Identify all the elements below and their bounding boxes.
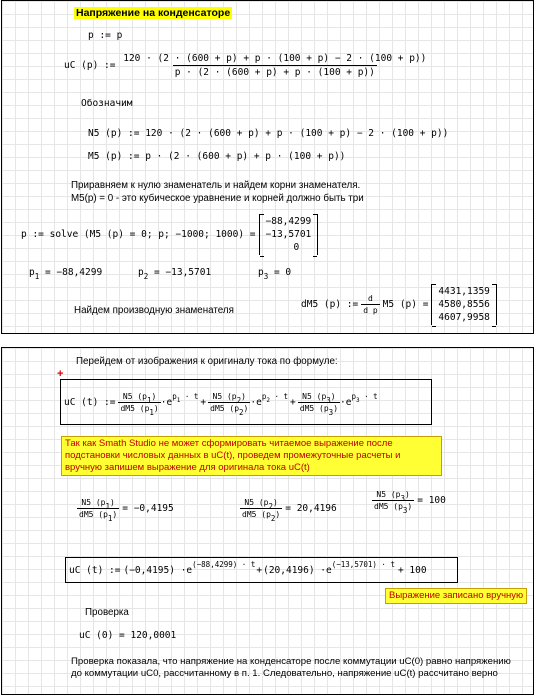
p-definition[interactable]: p := p <box>88 30 123 41</box>
plus-marker: + <box>57 368 64 380</box>
uc-t-lhs: uC (t) := <box>64 396 116 408</box>
check-title[interactable]: Проверка <box>85 607 129 618</box>
k1-expression[interactable]: $\frac{N5 (p1)}{dM5 (p1)}$ = −0,4195 <box>79 498 174 523</box>
dm5-definition[interactable] <box>301 284 497 325</box>
solve-value-3: 0 <box>293 242 300 253</box>
final-exponent-1: (−88,4299) · t <box>192 559 256 569</box>
p3-value[interactable]: $p_3 = 0$ <box>258 267 292 281</box>
conclusion-text[interactable]: Проверка показала, что напряжение на конденсаторе после коммутации uC(0) равно напряжению до коммутации uC0, рассчитанному в п. 1. Следовательно, напряжение uC(t) рассчитано верно <box>71 656 511 679</box>
n5-definition[interactable]: N5 (p) := 120 · (2 · (600 + p) + p · (100 + p) − 2 · (100 + p)) <box>88 128 449 139</box>
note-written-manually[interactable]: Выражение записано вручную <box>385 588 527 604</box>
uc-p-definition[interactable] <box>64 53 428 78</box>
uc-p-denominator: p · (2 · (600 + p) + p · (100 + p)) <box>174 67 375 78</box>
uc-p-lhs: uC (p) := <box>64 60 116 71</box>
dm5-value-1: 4431,1359 <box>438 286 490 297</box>
final-exponent-2: (−13,5701) · t <box>331 559 395 569</box>
solve-lhs: p := solve (M5 (p) = 0; p; −1000; 1000) = <box>21 229 256 240</box>
m5-definition[interactable]: M5 (p) := p · (2 · (600 + p) + p · (100 + p)) <box>88 151 346 162</box>
k2-value: 20,4196 <box>296 503 337 514</box>
term1-exp: $\cdot e^{p_1 \cdot t}$ <box>160 391 199 408</box>
p2-value[interactable]: $p_2 = -13,5701$ <box>138 267 212 281</box>
p1-value[interactable]: $p_1 = -88,4299$ <box>29 267 103 281</box>
section-title: Напряжение на конденсаторе <box>76 7 231 19</box>
dm5-rhs: M5 (p) = <box>382 299 429 310</box>
term3-exp: $\cdot e^{p_3 \cdot t}$ <box>340 391 378 408</box>
solve-expression[interactable] <box>21 214 318 255</box>
worksheet-panel-bottom[interactable] <box>1 347 534 695</box>
k2-expression[interactable]: $\frac{N5 (p2)}{dM5 (p2)}$ = 20,4196 <box>242 498 337 523</box>
note-smath-readable[interactable]: Так как Smath Studio не может сформировать читаемое выражение после подстановки числовых данных в uC(t), проведем промежуточные расчеты и вручную запишем выражение для оригинала тока uC(t) <box>61 436 442 476</box>
dm5-value-3: 4607,9958 <box>438 312 490 323</box>
uc-p-numerator: 120 · (2 · (600 + p) + p · (100 + p) − 2 · (100 + p)) <box>123 53 427 64</box>
check-expression[interactable]: uC (0) = 120,0001 <box>79 630 177 641</box>
derivative-text[interactable]: Найдем производную знаменателя <box>74 305 234 316</box>
text-equate-line1[interactable]: Приравняем к нулю знаменатель и найдем корни знаменателя. <box>71 180 361 191</box>
text-equate-line2[interactable]: M5(p) = 0 - это кубическое уравнение и корней должно быть три <box>71 193 364 204</box>
dm5-lhs: dM5 (p) := <box>301 299 359 310</box>
worksheet-panel-top[interactable] <box>1 0 534 334</box>
term2-fraction: $\frac{N5 (p2)}{dM5 (p2)}$ <box>210 391 249 417</box>
intro-text[interactable]: Перейдем от изображения к оригиналу тока по формуле: <box>76 356 338 367</box>
oboznachim-label: Обозначим <box>81 98 133 109</box>
dm5-derivative-operator: $\frac{d}{\text{d p}}$ <box>363 294 378 315</box>
dm5-result-matrix <box>431 284 496 325</box>
term3-fraction: $\frac{N5 (p3)}{dM5 (p3)}$ <box>299 391 339 417</box>
solve-result-matrix <box>259 214 319 255</box>
dm5-value-2: 4580,8556 <box>438 299 490 310</box>
uc-p-fraction <box>121 53 428 78</box>
solve-value-1: −88,4299 <box>265 216 312 227</box>
k3-expression[interactable]: $\frac{N5 (p3)}{dM5 (p3)}$ = 100 <box>374 490 446 515</box>
solve-value-2: −13,5701 <box>265 229 312 240</box>
uc-t-final-formula[interactable]: uC (t) := (−0,4195) $\cdot e^{(-88,4299) \cdot t}$ + (20,4196) $\cdot e^{(-13,5701) \cdot t}$ + 100 <box>65 557 458 583</box>
uc-t-formula[interactable]: uC (t) := $\frac{N5 (p1)}{dM5 (p1)}$ $\cdot e^{p_1 \cdot t}$ + $\frac{N5 (p2)}{dM5 (p2)}$ $\cdot e^{p_2 \cdot t}$ + $\frac{N5 (p3)}{dM5 (p3)}$ $\cdot e^{p_3 \cdot t}$ <box>60 379 432 425</box>
k3-value: 100 <box>428 495 446 506</box>
k1-value: −0,4195 <box>133 503 174 514</box>
term1-fraction: $\frac{N5 (p1)}{dM5 (p1)}$ <box>120 391 159 417</box>
term2-exp: $\cdot e^{p_2 \cdot t}$ <box>250 391 289 408</box>
